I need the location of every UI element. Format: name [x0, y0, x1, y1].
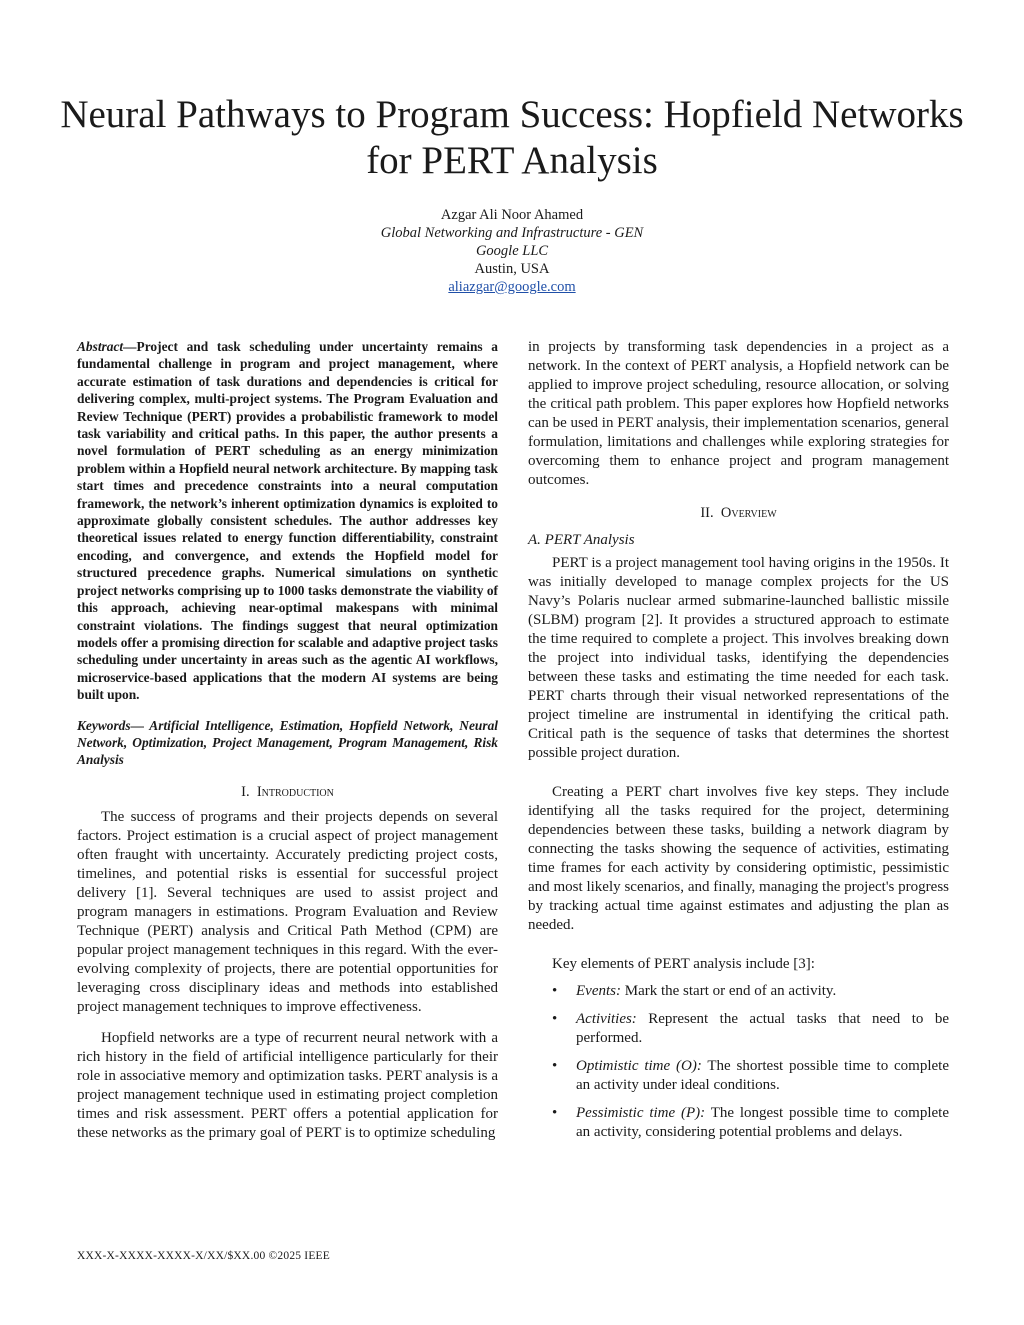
bullet-icon: •: [552, 1105, 558, 1121]
list-item: [528, 1104, 949, 1142]
copyright-footer: XXX-X-XXXX-XXXX-X/XX/$XX.00 ©2025 IEEE: [77, 1250, 331, 1262]
list-item-text: Represent the actual tasks that need to be performed.: [576, 1011, 949, 1046]
author-name: Azgar Ali Noor Ahamed: [440, 207, 584, 223]
right-column: [528, 338, 949, 1151]
keywords-label: Keywords—: [77, 717, 144, 733]
bullet-icon: •: [552, 1058, 558, 1074]
intro-paragraph-2-continued: in projects by transforming task dependencies in a project as a network. In the context of PERT analysis, a Hopfield network can be applied to improve project scheduling, resource allocation, or solving the critical path problem. This paper explores how Hopfield networks can be used in PERT analysis, their implementation scenarios, general formulation, limitations and challenges while exploring strategies for overcoming them to enhance project and program management outcomes.: [528, 339, 949, 488]
list-item-term: Activities:: [576, 1011, 637, 1027]
author-email-link[interactable]: aliazgar@google.com: [448, 279, 576, 295]
pert-paragraph-2: Creating a PERT chart involves five key steps. They include identifying all the tasks required for the project, determining dependencies between these tasks, building a network diagram by connecting the tasks showing the sequence of activities, estimating time frames for each activity by considering optimistic, pessimistic and most likely scenarios, and finally, managing the project's progress by tracking actual time against estimates and adjusting the plan as needed.: [528, 784, 949, 933]
author-department: Global Networking and Infrastructure - GEN: [380, 225, 644, 241]
abstract-text: Project and task scheduling under uncertainty remains a fundamental challenge in program and project management, where accurate estimation of task durations and dependencies is critical for delivering complex, multi-project systems. The Program Evaluation and Review Technique (PERT) provides a probabilistic framework to model task variability and critical paths. In this paper, the author presents a novel formulation of PERT scheduling as an energy minimization problem within a Hopfield neural network architecture. By mapping task start times and precedence constraints into a neural computation framework, the network’s inherent optimization dynamics is exploited to approximate globally consistent schedules. The author addresses key theoretical issues related to energy function differentiability, constraint encoding, and convergence, and extends the Hopfield model for structured precedence graphs. Numerical simulations on synthetic project networks comprising up to 1000 tasks demonstrate the viability of this approach, achieving near-optimal makespans with minimal constraint violations. The findings suggest that neural optimization models offer a promising direction for scalable and adaptive project tasks scheduling under uncertainty in areas such as the agentic AI workflows, microservice-based applications that the modern AI systems are being built upon.: [77, 339, 498, 703]
pert-paragraph-1: PERT is a project management tool having origins in the 1950s. It was initially developed to manage complex projects for the US Navy’s Polaris nuclear armed submarine-launched ballistic missile (SLBM) program [2]. It provides a structured approach to estimate the time required to complete a project. This involves breaking down the project into individual tasks, identifying the dependencies between these tasks and estimating the time needed for each task. PERT charts through their visual networked representations of the project timeline are instrumental in identifying the critical path. Critical path is the sequence of tasks that determines the shortest possible project duration.: [528, 555, 949, 761]
list-item-term: Pessimistic time (P):: [576, 1105, 706, 1121]
bullet-icon: •: [552, 983, 558, 999]
bullet-icon: •: [552, 1011, 558, 1027]
paper-title: Neural Pathways to Program Success: Hopfield Networks for PERT Analysis: [60, 93, 964, 182]
list-item-term: Optimistic time (O):: [576, 1058, 702, 1074]
list-item-text: Mark the start or end of an activity.: [620, 983, 837, 999]
list-item-text: The shortest possible time to complete an activity under ideal conditions.: [576, 1058, 949, 1093]
keywords: [77, 717, 498, 769]
author-block: [212, 206, 812, 296]
section-title: Overview: [720, 505, 777, 521]
intro-paragraph-1: The success of programs and their projects depends on several factors. Project estimation is a crucial aspect of project management often fraught with uncertainty. Accurately predicting project costs, timelines, and potential risks is essential for successful project delivery [1]. Several techniques are used to assist project and program managers in estimations. Program Evaluation and Review Technique (PERT) analysis and Critical Path Method (CPM) are popular project management techniques in this regard. With the ever-evolving complexity of projects, there are potential opportunities for leveraging cross disciplinary ideas and methods into established project management techniques to improve effectiveness.: [77, 808, 498, 1015]
pert-elements-list: [528, 982, 949, 1142]
section-heading-introduction: [77, 783, 498, 802]
section-number: II.: [700, 505, 714, 521]
author-location: Austin, USA: [474, 261, 550, 277]
list-item: [528, 982, 949, 1001]
list-item-term: Events:: [576, 983, 621, 999]
subsection-heading-pert-analysis: A. PERT Analysis: [528, 532, 635, 548]
list-item: [528, 1010, 949, 1048]
keywords-text: Artificial Intelligence, Estimation, Hopfield Network, Neural Network, Optimization, Project Management, Program Management, Risk Analysis: [77, 717, 498, 768]
author-organization: Google LLC: [475, 243, 549, 259]
section-number: I.: [241, 783, 250, 800]
section-heading-overview: [528, 504, 949, 523]
intro-paragraph-2: Hopfield networks are a type of recurrent neural network with a rich history in the field of artificial intelligence particularly for their role in associative memory and optimization tasks. PERT analysis is a project management technique used in estimating project completion times and risk assessment. PERT offers a potential application for these networks as the primary goal of PERT is to optimize scheduling: [77, 1029, 498, 1141]
pert-paragraph-3: Key elements of PERT analysis include [3]:: [552, 956, 815, 972]
section-title: Introduction: [256, 783, 334, 800]
list-item: [528, 1057, 949, 1095]
abstract: [77, 338, 498, 704]
list-item-text: The longest possible time to complete an activity, considering potential problems and delays.: [576, 1105, 949, 1140]
left-column: [77, 338, 498, 1143]
abstract-label: Abstract—: [77, 339, 137, 354]
